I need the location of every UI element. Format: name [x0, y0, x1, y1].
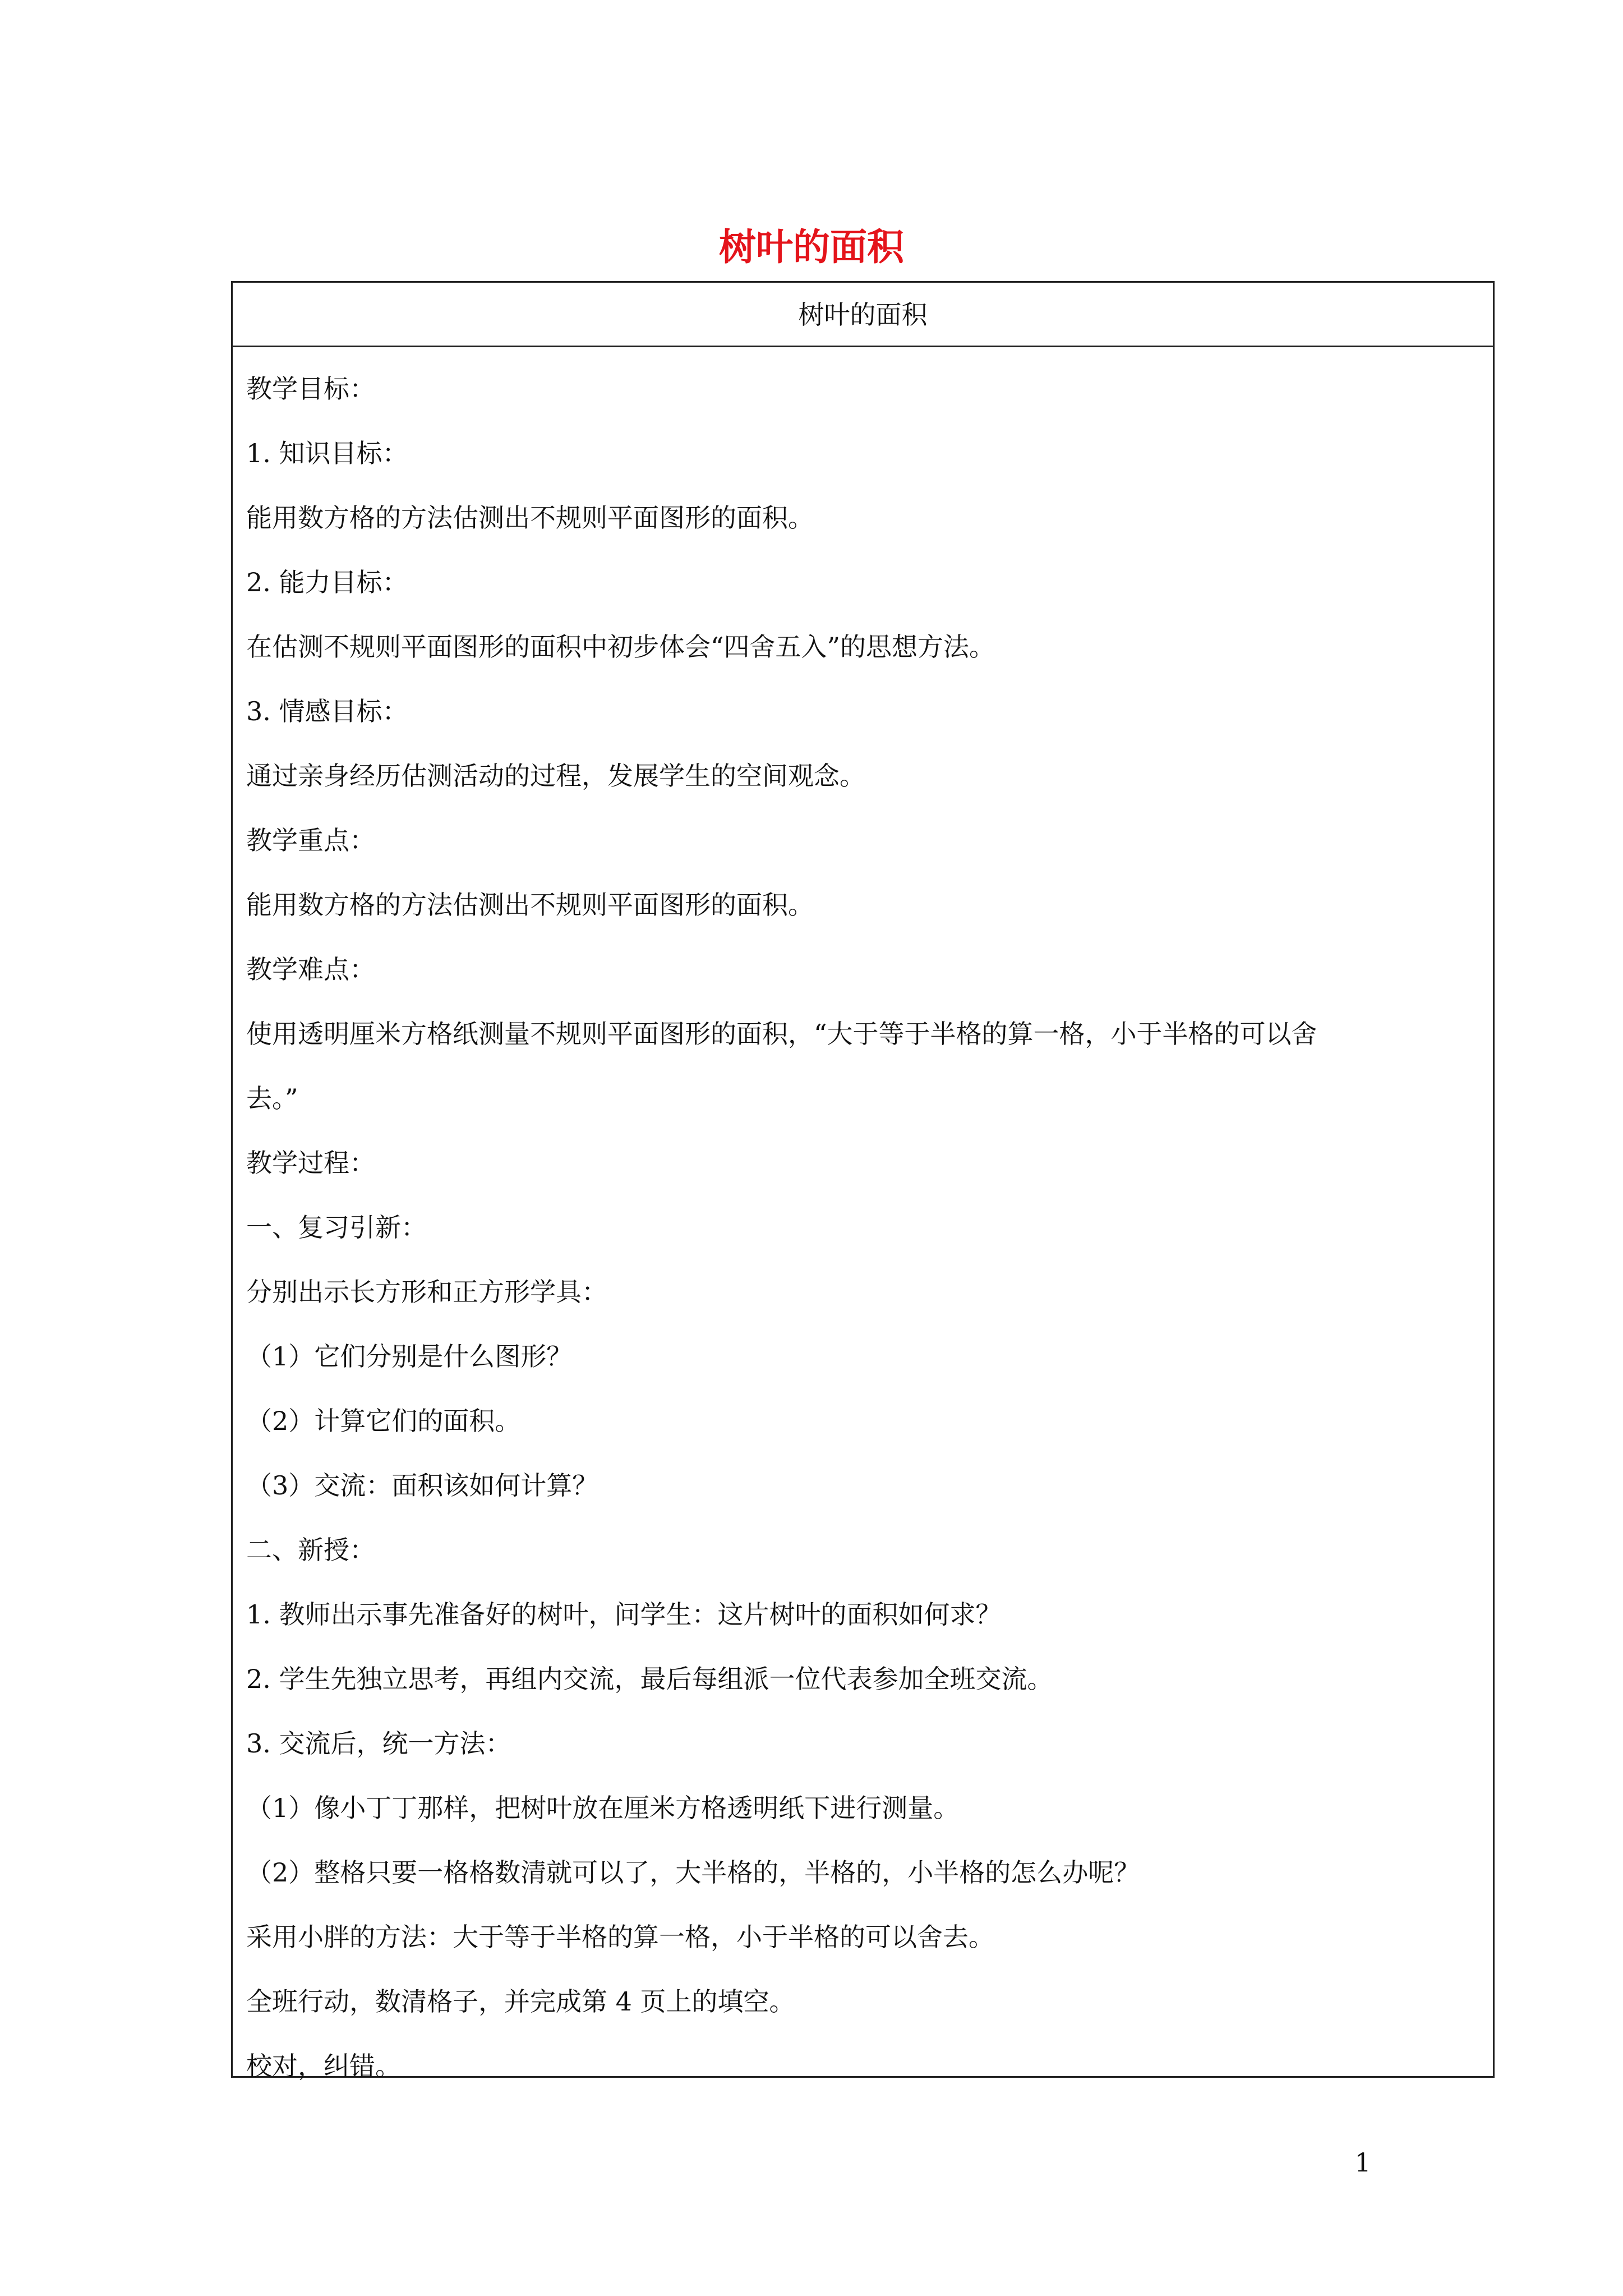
text-line: 通过亲身经历估测活动的过程，发展学生的空间观念。 — [246, 761, 865, 791]
table-body — [233, 347, 1493, 2099]
text-line: 3. 交流后，统一方法： — [246, 1728, 511, 1759]
page-number: 1 — [1354, 2147, 1371, 2178]
text-line: 2. 能力目标： — [246, 567, 408, 597]
text-line: 2. 学生先独立思考，再组内交流，最后每组派一位代表参加全班交流。 — [246, 1664, 1053, 1694]
text-line: 教学目标： — [246, 374, 375, 404]
text-line: 一、复习引新： — [246, 1212, 427, 1243]
text-line: 使用透明厘米方格纸测量不规则平面图形的面积，“大于等于半格的算一格，小于半格的可以舍 — [246, 1019, 1317, 1049]
text-line: 在估测不规则平面图形的面积中初步体会“四舍五入”的思想方法。 — [246, 632, 995, 662]
text-line: 二、新授： — [246, 1535, 375, 1565]
page-title: 树叶的面积 — [719, 225, 904, 269]
text-line: 能用数方格的方法估测出不规则平面图形的面积。 — [246, 503, 814, 533]
table-header: 树叶的面积 — [233, 283, 1493, 347]
text-line: （1）像小丁丁那样，把树叶放在厘米方格透明纸下进行测量。 — [246, 1793, 960, 1823]
text-line: 采用小胖的方法：大于等于半格的算一格，小于半格的可以舍去。 — [246, 1922, 994, 1952]
text-line: （2）计算它们的面积。 — [246, 1406, 521, 1436]
text-line: 分别出示长方形和正方形学具： — [246, 1277, 607, 1307]
text-line: 全班行动，数清格子，并完成第 4 页上的填空。 — [246, 1986, 795, 2017]
lesson-plan-table — [231, 281, 1495, 2081]
text-line: 教学过程： — [246, 1148, 375, 1178]
text-line: （1）它们分别是什么图形？ — [246, 1341, 573, 1372]
text-line: 去。” — [246, 1083, 298, 1114]
text-line: 能用数方格的方法估测出不规则平面图形的面积。 — [246, 890, 814, 920]
text-line: （3）交流：面积该如何计算？ — [246, 1470, 598, 1501]
text-line: 校对，纠错。 — [246, 2051, 401, 2081]
text-line: （2）整格只要一格格数清就可以了，大半格的，半格的，小半格的怎么办呢？ — [246, 1857, 1140, 1888]
text-line: 教学重点： — [246, 825, 375, 855]
text-line: 教学难点： — [246, 954, 375, 984]
text-line: 3. 情感目标： — [246, 696, 408, 726]
text-line: 1. 教师出示事先准备好的树叶，问学生：这片树叶的面积如何求？ — [246, 1599, 1002, 1630]
text-line: 1. 知识目标： — [246, 438, 408, 468]
